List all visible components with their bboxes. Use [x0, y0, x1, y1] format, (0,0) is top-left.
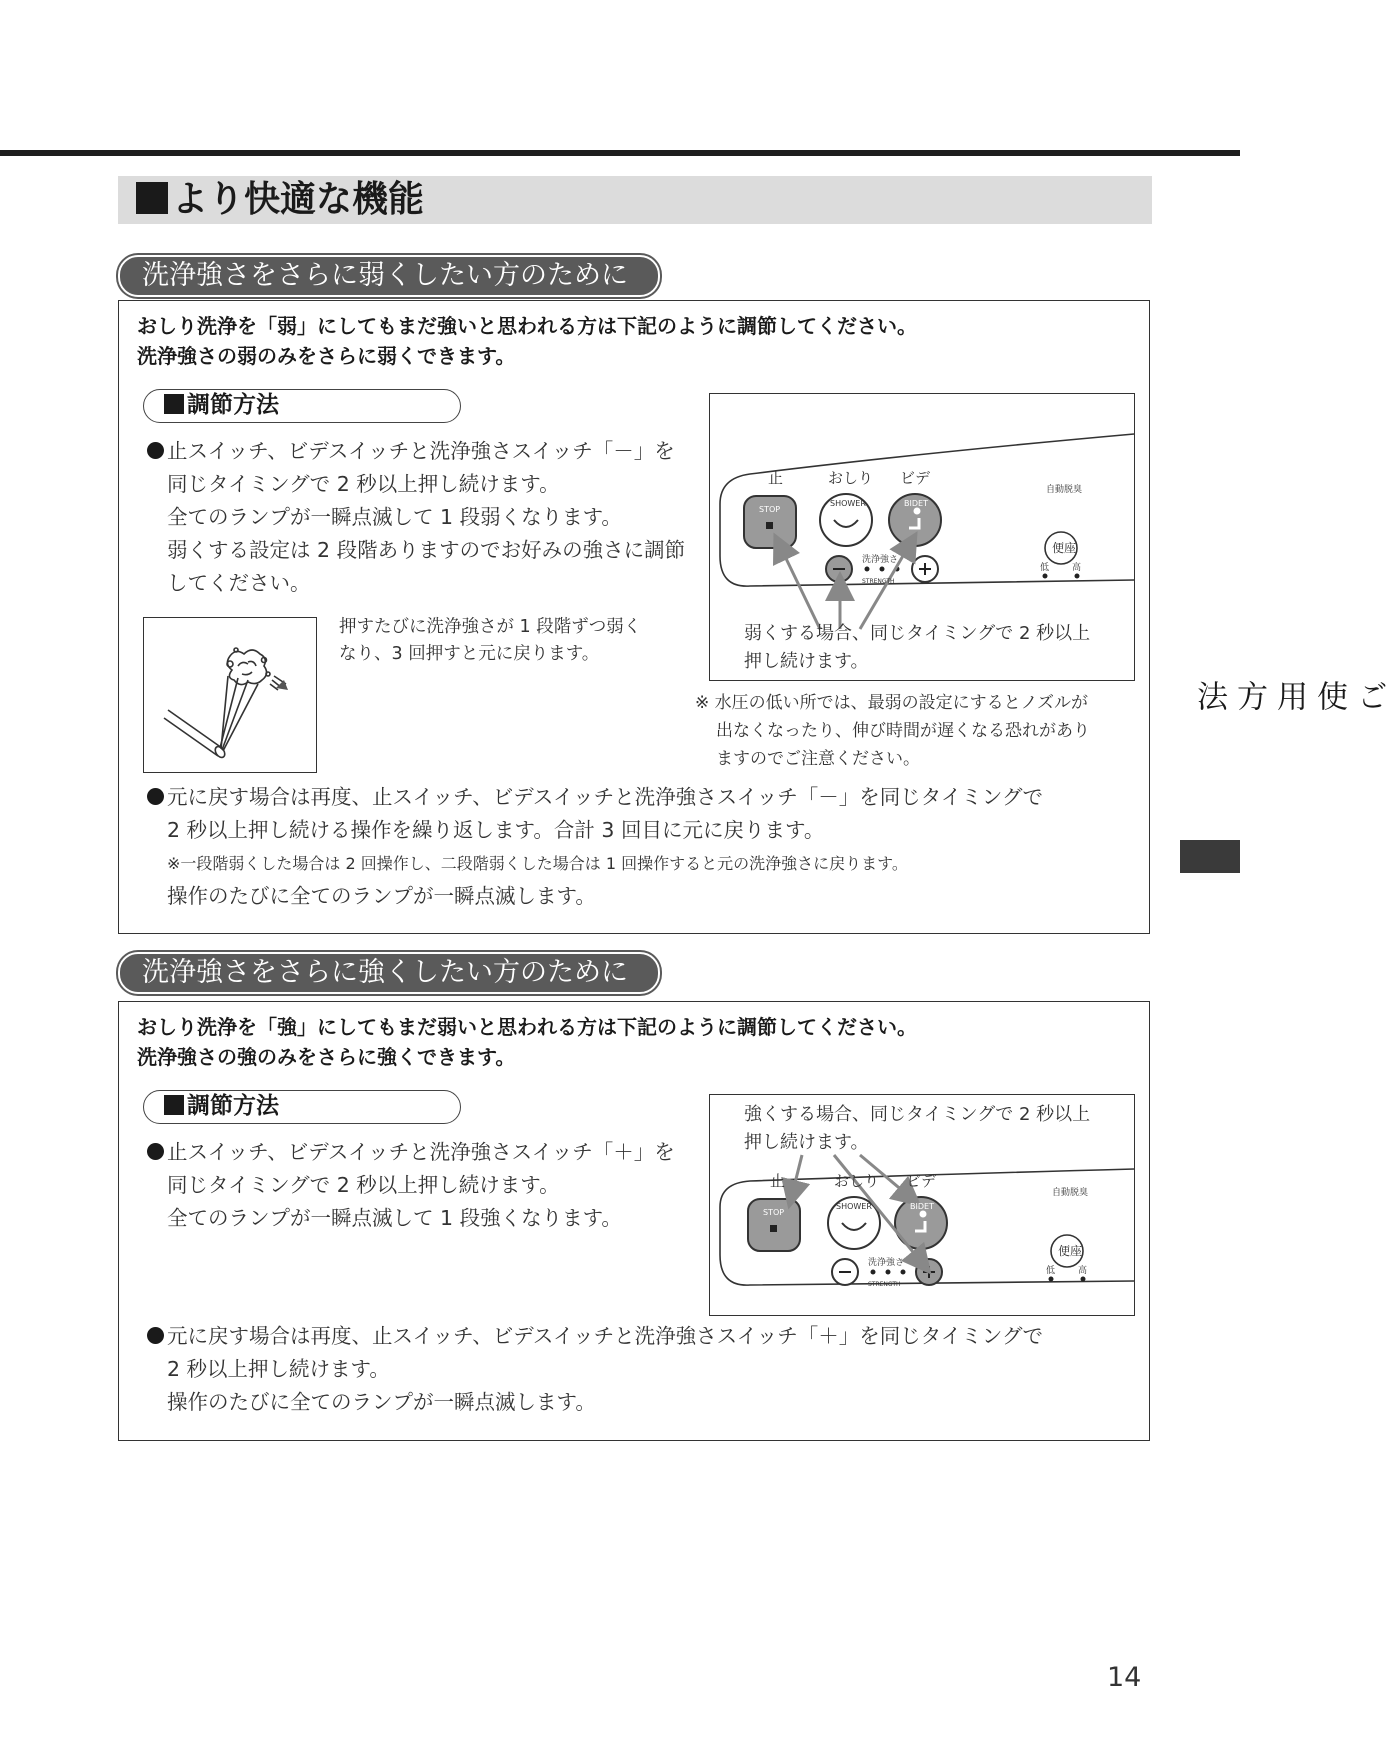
weaker-lead-1: おしり洗浄を「弱」にしてもまだ強いと思われる方は下記のように調節してください。	[137, 314, 917, 338]
shower-en-label: SHOWER	[836, 1202, 872, 1211]
spray-caption-line-1: 押すたびに洗浄強さが 1 段階ずつ弱く	[339, 617, 642, 637]
side-tab-marker	[1180, 840, 1240, 873]
weaker-control-panel-figure	[709, 393, 1135, 681]
oshiri-label: おしり	[834, 1172, 880, 1190]
seat-label: 便座	[1058, 1244, 1083, 1258]
weaker-lead-2: 洗浄強さの弱のみをさらに弱くできます。	[137, 344, 516, 368]
high-label: 高	[1078, 1266, 1088, 1276]
high-label: 高	[1072, 563, 1082, 573]
spray-caption-line-2: なり、3 回押すと元に戻ります。	[339, 644, 600, 664]
auto-deodorize-label: 自動脱臭	[1052, 1188, 1089, 1198]
stronger-control-panel-figure	[709, 1094, 1135, 1316]
stronger-method-pill	[143, 1090, 461, 1124]
weaker-panel	[118, 300, 1150, 934]
strength-en-label: STRENGTH	[862, 578, 895, 585]
bullet-dot-icon	[147, 1143, 164, 1160]
weaker-panel-label-2: 押し続けます。	[744, 651, 869, 672]
stronger-step1-line-2: 同じタイミングで 2 秒以上押し続けます。	[167, 1173, 560, 1197]
stronger-panel	[118, 1001, 1150, 1441]
bidet-label: ビデ	[906, 1172, 937, 1190]
stronger-lead-1: おしり洗浄を「強」にしてもまだ弱いと思われる方は下記のように調節してください。	[137, 1015, 917, 1039]
square-bullet-icon	[164, 394, 184, 414]
page-number: 14	[1107, 1662, 1142, 1693]
bullet-dot-icon	[147, 442, 164, 459]
stronger-step2-line-3: 操作のたびに全てのランプが一瞬点滅します。	[167, 1390, 596, 1414]
stop-en-label: STOP	[759, 505, 781, 514]
pressure-note-line-3: ますのでご注意ください。	[716, 749, 920, 769]
stronger-step2	[147, 1320, 1137, 1419]
stronger-step1	[147, 1136, 727, 1235]
weaker-step2-tail: 操作のたびに全てのランプが一瞬点滅します。	[167, 884, 596, 908]
spray-illustration	[143, 617, 317, 773]
square-bullet-icon	[136, 182, 168, 214]
bullet-dot-icon	[147, 788, 164, 805]
strength-label: 洗浄強さ	[862, 555, 899, 565]
bidet-en-label: BIDET	[904, 499, 928, 508]
stronger-lead-2: 洗浄強さの強のみをさらに強くできます。	[137, 1045, 516, 1069]
weaker-step1-line-1: 止スイッチ、ビデスイッチと洗浄強さスイッチ「－」を	[167, 439, 675, 463]
bidet-en-label: BIDET	[910, 1202, 934, 1211]
stronger-step2-line-1: 元に戻す場合は再度、止スイッチ、ビデスイッチと洗浄強さスイッチ「＋」を同じタイミングで	[167, 1324, 1043, 1348]
nozzle-spray-icon	[144, 618, 316, 772]
square-bullet-icon	[164, 1095, 184, 1115]
stop-en-label: STOP	[763, 1208, 785, 1217]
pressure-note	[695, 689, 1135, 773]
weaker-panel-label-1: 弱くする場合、同じタイミングで 2 秒以上	[744, 623, 1091, 644]
weaker-step2	[147, 781, 1137, 913]
side-tab-label: ご使用方法	[1191, 680, 1387, 712]
stronger-panel-label-1: 強くする場合、同じタイミングで 2 秒以上	[744, 1104, 1091, 1125]
weaker-step1-line-5: してください。	[167, 571, 311, 595]
weaker-method-label: 調節方法	[187, 392, 279, 418]
weaker-step2-note: ※一段階弱くした場合は 2 回操作し、二段階弱くした場合は 1 回操作すると元の洗浄強さに戻ります。	[167, 854, 908, 873]
stronger-step2-line-2: 2 秒以上押し続けます。	[167, 1357, 390, 1381]
weaker-step2-line-2: 2 秒以上押し続ける操作を繰り返します。合計 3 回目に元に戻ります。	[167, 818, 825, 842]
pressure-note-line-1: ※ 水圧の低い所では、最弱の設定にするとノズルが	[695, 693, 1088, 713]
weaker-step1-line-3: 全てのランプが一瞬点滅して 1 段弱くなります。	[167, 505, 622, 529]
auto-deodorize-label: 自動脱臭	[1046, 485, 1083, 495]
weaker-method-pill	[143, 389, 461, 423]
weaker-step1	[147, 435, 727, 600]
stop-label: 止	[768, 469, 784, 487]
weaker-heading: 洗浄強さをさらに弱くしたい方のために	[118, 255, 660, 297]
top-rule	[0, 150, 1240, 156]
stronger-step1-line-1: 止スイッチ、ビデスイッチと洗浄強さスイッチ「＋」を	[167, 1140, 675, 1164]
stronger-step1-line-3: 全てのランプが一瞬点滅して 1 段強くなります。	[167, 1206, 622, 1230]
stop-label: 止	[770, 1172, 786, 1190]
weaker-step1-line-4: 弱くする設定は 2 段階ありますのでお好みの強さに調節	[167, 538, 686, 562]
stronger-panel-label-2: 押し続けます。	[744, 1132, 869, 1153]
stronger-method-label: 調節方法	[187, 1093, 279, 1119]
strength-label: 洗浄強さ	[868, 1258, 905, 1268]
section-title	[118, 176, 1152, 224]
pressure-note-line-2: 出なくなったり、伸び時間が遅くなる恐れがあり	[716, 721, 1090, 741]
spray-caption	[339, 614, 679, 668]
low-label: 低	[1046, 1266, 1056, 1276]
bidet-label: ビデ	[900, 469, 931, 487]
bullet-dot-icon	[147, 1327, 164, 1344]
seat-label: 便座	[1052, 541, 1077, 555]
stronger-heading: 洗浄強さをさらに強くしたい方のために	[118, 952, 660, 994]
weaker-step2-line-1: 元に戻す場合は再度、止スイッチ、ビデスイッチと洗浄強さスイッチ「－」を同じタイミングで	[167, 785, 1043, 809]
shower-en-label: SHOWER	[830, 499, 866, 508]
low-label: 低	[1040, 563, 1050, 573]
oshiri-label: おしり	[828, 469, 874, 487]
weaker-step1-line-2: 同じタイミングで 2 秒以上押し続けます。	[167, 472, 560, 496]
section-title-text: より快適な機能	[172, 179, 425, 220]
strength-en-label: STRENGTH	[868, 1281, 901, 1288]
